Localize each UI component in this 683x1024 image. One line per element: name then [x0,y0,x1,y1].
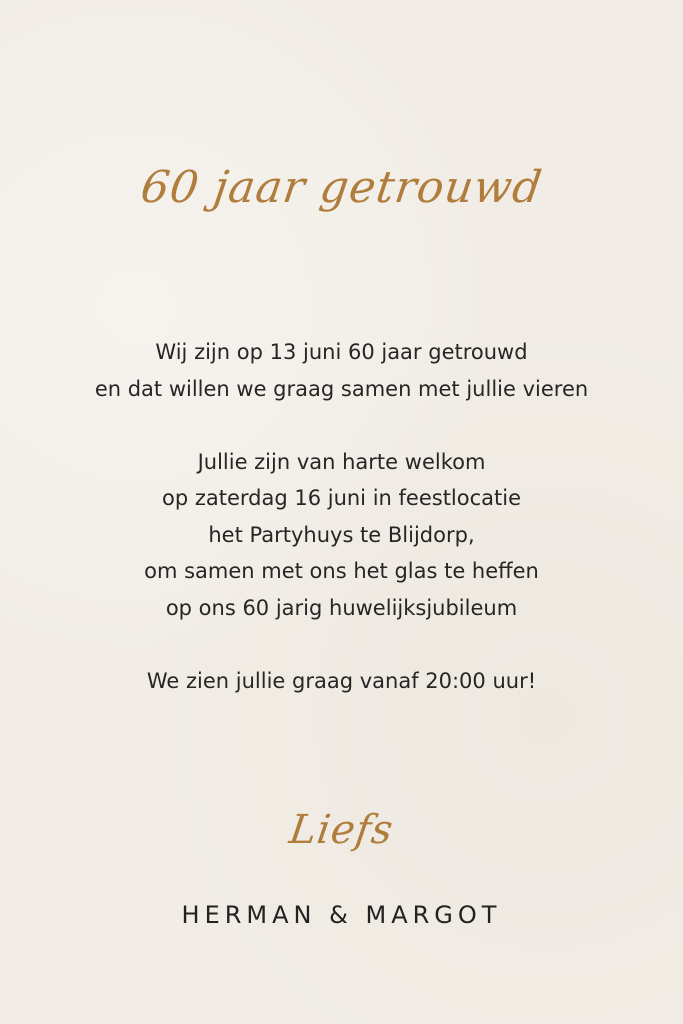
text-line: We zien jullie graag vanaf 20:00 uur! [146,668,537,693]
couple-names: HERMAN & MARGOT [181,901,502,929]
invitation-text [0,334,683,699]
text-line: en dat willen we graag samen met jullie vieren [94,376,589,401]
card-title: 60 jaar getrouwd [137,162,546,213]
paragraph-3 [0,663,683,700]
text-line: om samen met ons het glas te heffen [144,559,539,583]
text-line: het Partyhuys te Blijdorp, [208,522,475,547]
paragraph-1 [0,334,683,407]
text-line: Wij zijn op 13 juni 60 jaar getrouwd [155,340,528,364]
paragraph-spacer [0,407,683,444]
closing-signoff: Liefs [286,807,397,853]
text-line: op zaterdag 16 juni in feestlocatie [161,486,522,510]
paragraph-2 [0,444,683,627]
paragraph-spacer [0,626,683,663]
text-line: Jullie zijn van harte welkom [197,449,486,474]
text-line: op ons 60 jarig huwelijksjubileum [165,595,518,620]
